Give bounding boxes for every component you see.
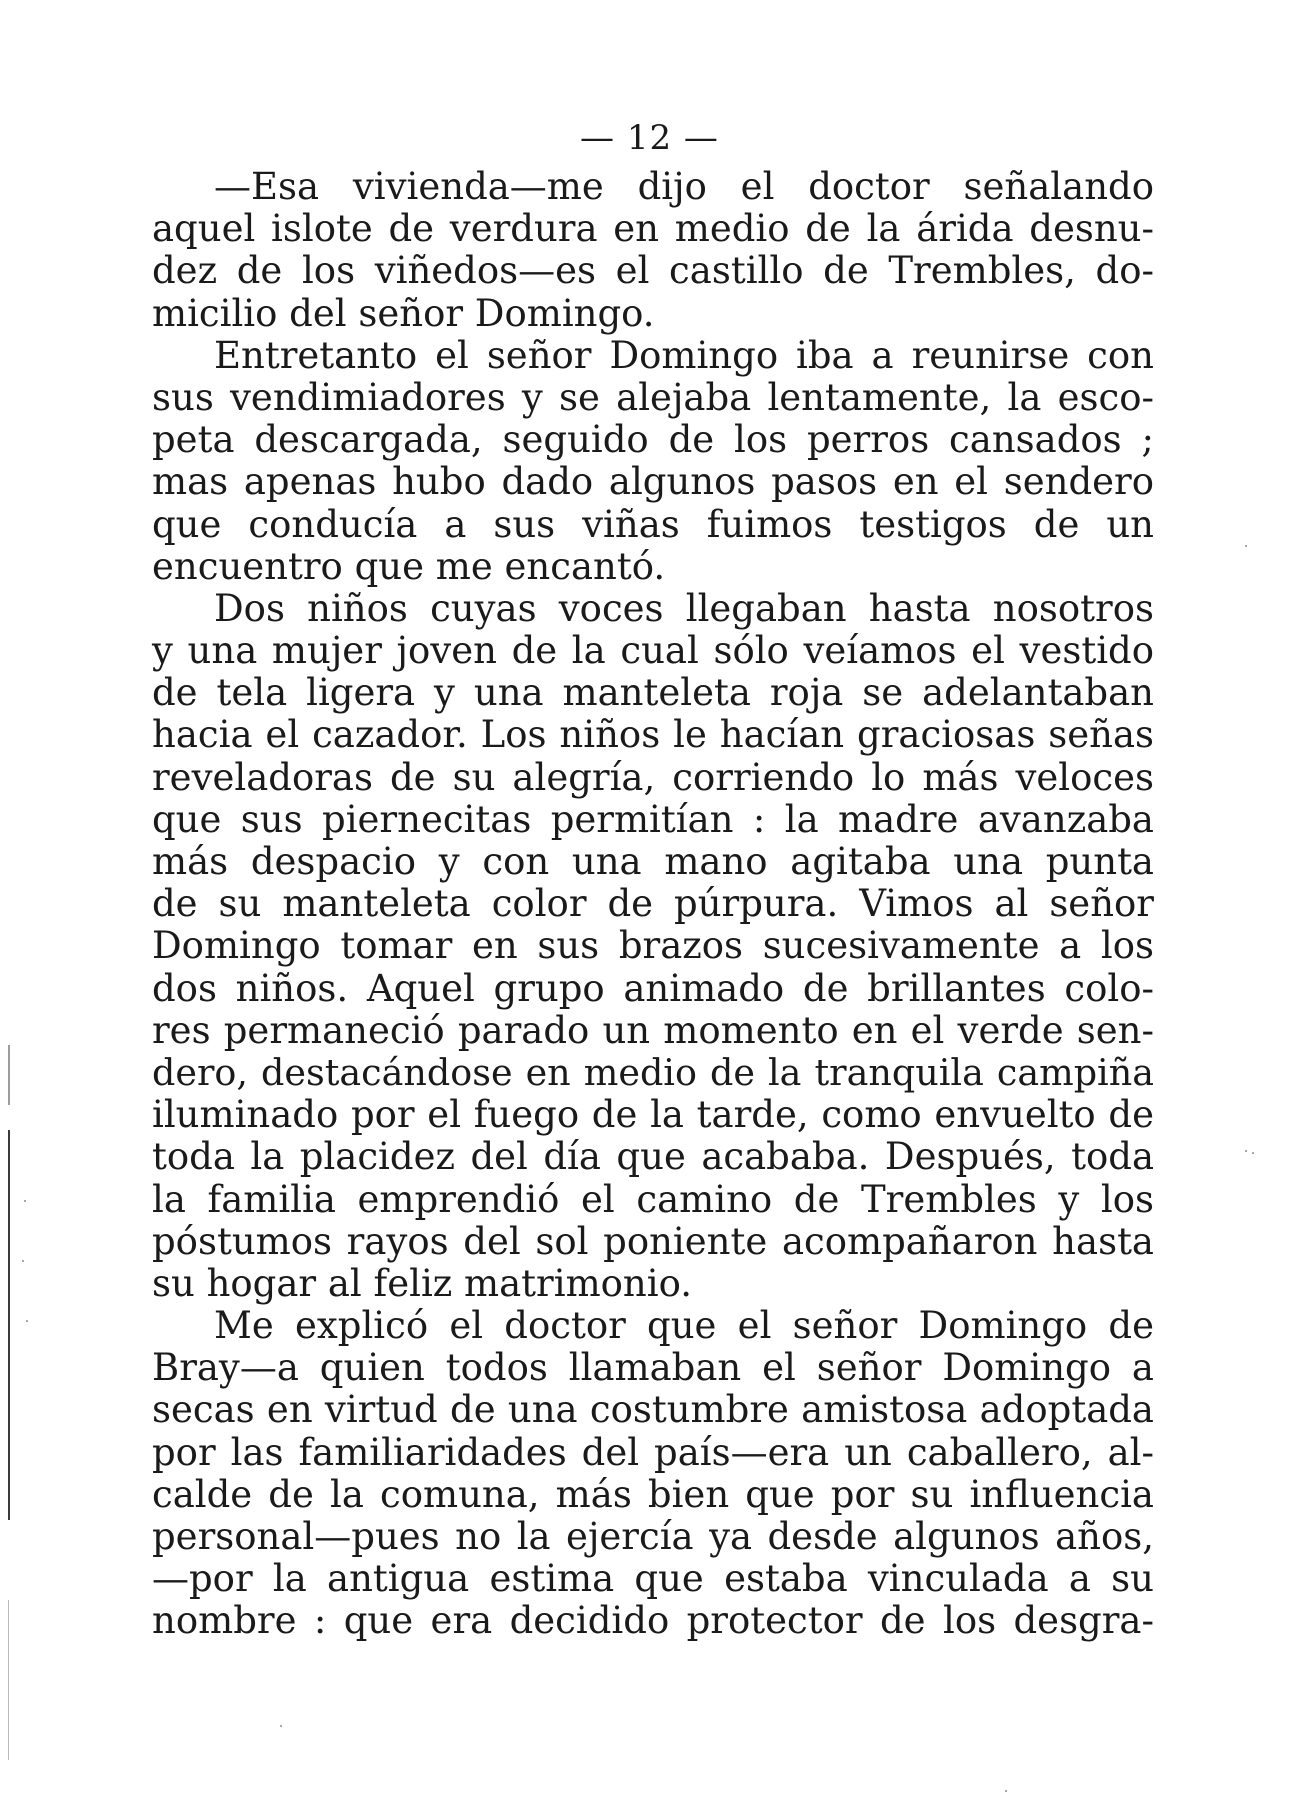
scan-margin-line xyxy=(8,1130,10,1520)
text-line: calde de la comuna, más bien que por su influencia xyxy=(152,1472,1154,1516)
text-line: que conducía a sus viñas fuimos testigos de un xyxy=(152,502,1154,546)
text-line: Domingo tomar en sus brazos sucesivamente a los xyxy=(152,924,1154,968)
text-line: iluminado por el fuego de la tarde, como envuelto de xyxy=(152,1093,1154,1137)
text-line: sus vendimiadores y se alejaba lentamente, la esco- xyxy=(152,375,1154,419)
text-line: dos niños. Aquel grupo animado de brillantes colo- xyxy=(152,966,1154,1010)
text-line: Bray—a quien todos llamaban el señor Domingo a xyxy=(152,1346,1154,1390)
scan-margin-line xyxy=(8,1600,9,1760)
page-number: — 12 — xyxy=(580,118,719,158)
text-line: de su manteleta color de púrpura. Vimos al señor xyxy=(152,882,1154,926)
text-line: Entretanto el señor Domingo iba a reunirse con xyxy=(214,333,1154,377)
text-line: res permaneció parado un momento en el verde sen- xyxy=(152,1008,1154,1052)
text-line: Me explicó el doctor que el señor Domingo de xyxy=(214,1304,1154,1348)
text-line: que sus piernecitas permitían : la madre avanzaba xyxy=(152,797,1154,841)
text-line: de tela ligera y una manteleta roja se adelantaban xyxy=(152,671,1154,715)
scan-speck xyxy=(1252,1152,1254,1154)
text-line: mas apenas hubo dado algunos pasos en el sendero xyxy=(152,460,1154,504)
scan-speck xyxy=(24,1200,26,1202)
scan-margin-line xyxy=(8,1045,10,1105)
text-line: más despacio y con una mano agitaba una punta xyxy=(152,840,1154,883)
text-line: póstumos rayos del sol poniente acompañaron hasta xyxy=(152,1219,1154,1263)
scan-speck xyxy=(26,1320,28,1322)
text-line: la familia emprendió el camino de Trembles y los xyxy=(152,1177,1154,1221)
text-line: Dos niños cuyas voces llegaban hasta nosotros xyxy=(214,586,1154,630)
text-line: encuentro que me encantó. xyxy=(152,544,666,588)
text-line: secas en virtud de una costumbre amistosa adoptada xyxy=(152,1388,1154,1432)
text-line: nombre : que era decidido protector de los desgra- xyxy=(152,1599,1154,1643)
scan-speck xyxy=(280,1725,282,1727)
text-line: —Esa vivienda—me dijo el doctor señalando xyxy=(214,165,1154,208)
scan-speck xyxy=(1245,1150,1247,1152)
text-line: dero, destacándose en medio de la tranquila campiña xyxy=(152,1050,1154,1094)
text-line: y una mujer joven de la cual sólo veíamos el vestido xyxy=(152,629,1154,673)
scan-speck xyxy=(1005,1790,1007,1792)
scan-speck xyxy=(22,1260,24,1262)
text-line: toda la placidez del día que acababa. Después, toda xyxy=(152,1135,1154,1179)
text-line: aquel islote de verdura en medio de la árida desnu- xyxy=(152,207,1154,251)
text-line: hacia el cazador. Los niños le hacían graciosas señas xyxy=(152,713,1154,757)
text-line: dez de los viñedos—es el castillo de Trembles, do- xyxy=(152,249,1154,293)
scan-speck xyxy=(1245,545,1247,547)
text-line: por las familiaridades del país—era un caballero, al- xyxy=(152,1430,1154,1474)
text-line: su hogar al feliz matrimonio. xyxy=(152,1261,692,1305)
text-line: reveladoras de su alegría, corriendo lo más veloces xyxy=(152,755,1154,799)
body-text xyxy=(152,166,1154,1643)
text-line: personal—pues no la ejercía ya desde algunos años, xyxy=(152,1515,1154,1558)
text-line: micilio del señor Domingo. xyxy=(152,291,655,335)
text-line: peta descargada, seguido de los perros cansados ; xyxy=(152,418,1154,462)
text-line: —por la antigua estima que estaba vinculada a su xyxy=(152,1557,1154,1601)
